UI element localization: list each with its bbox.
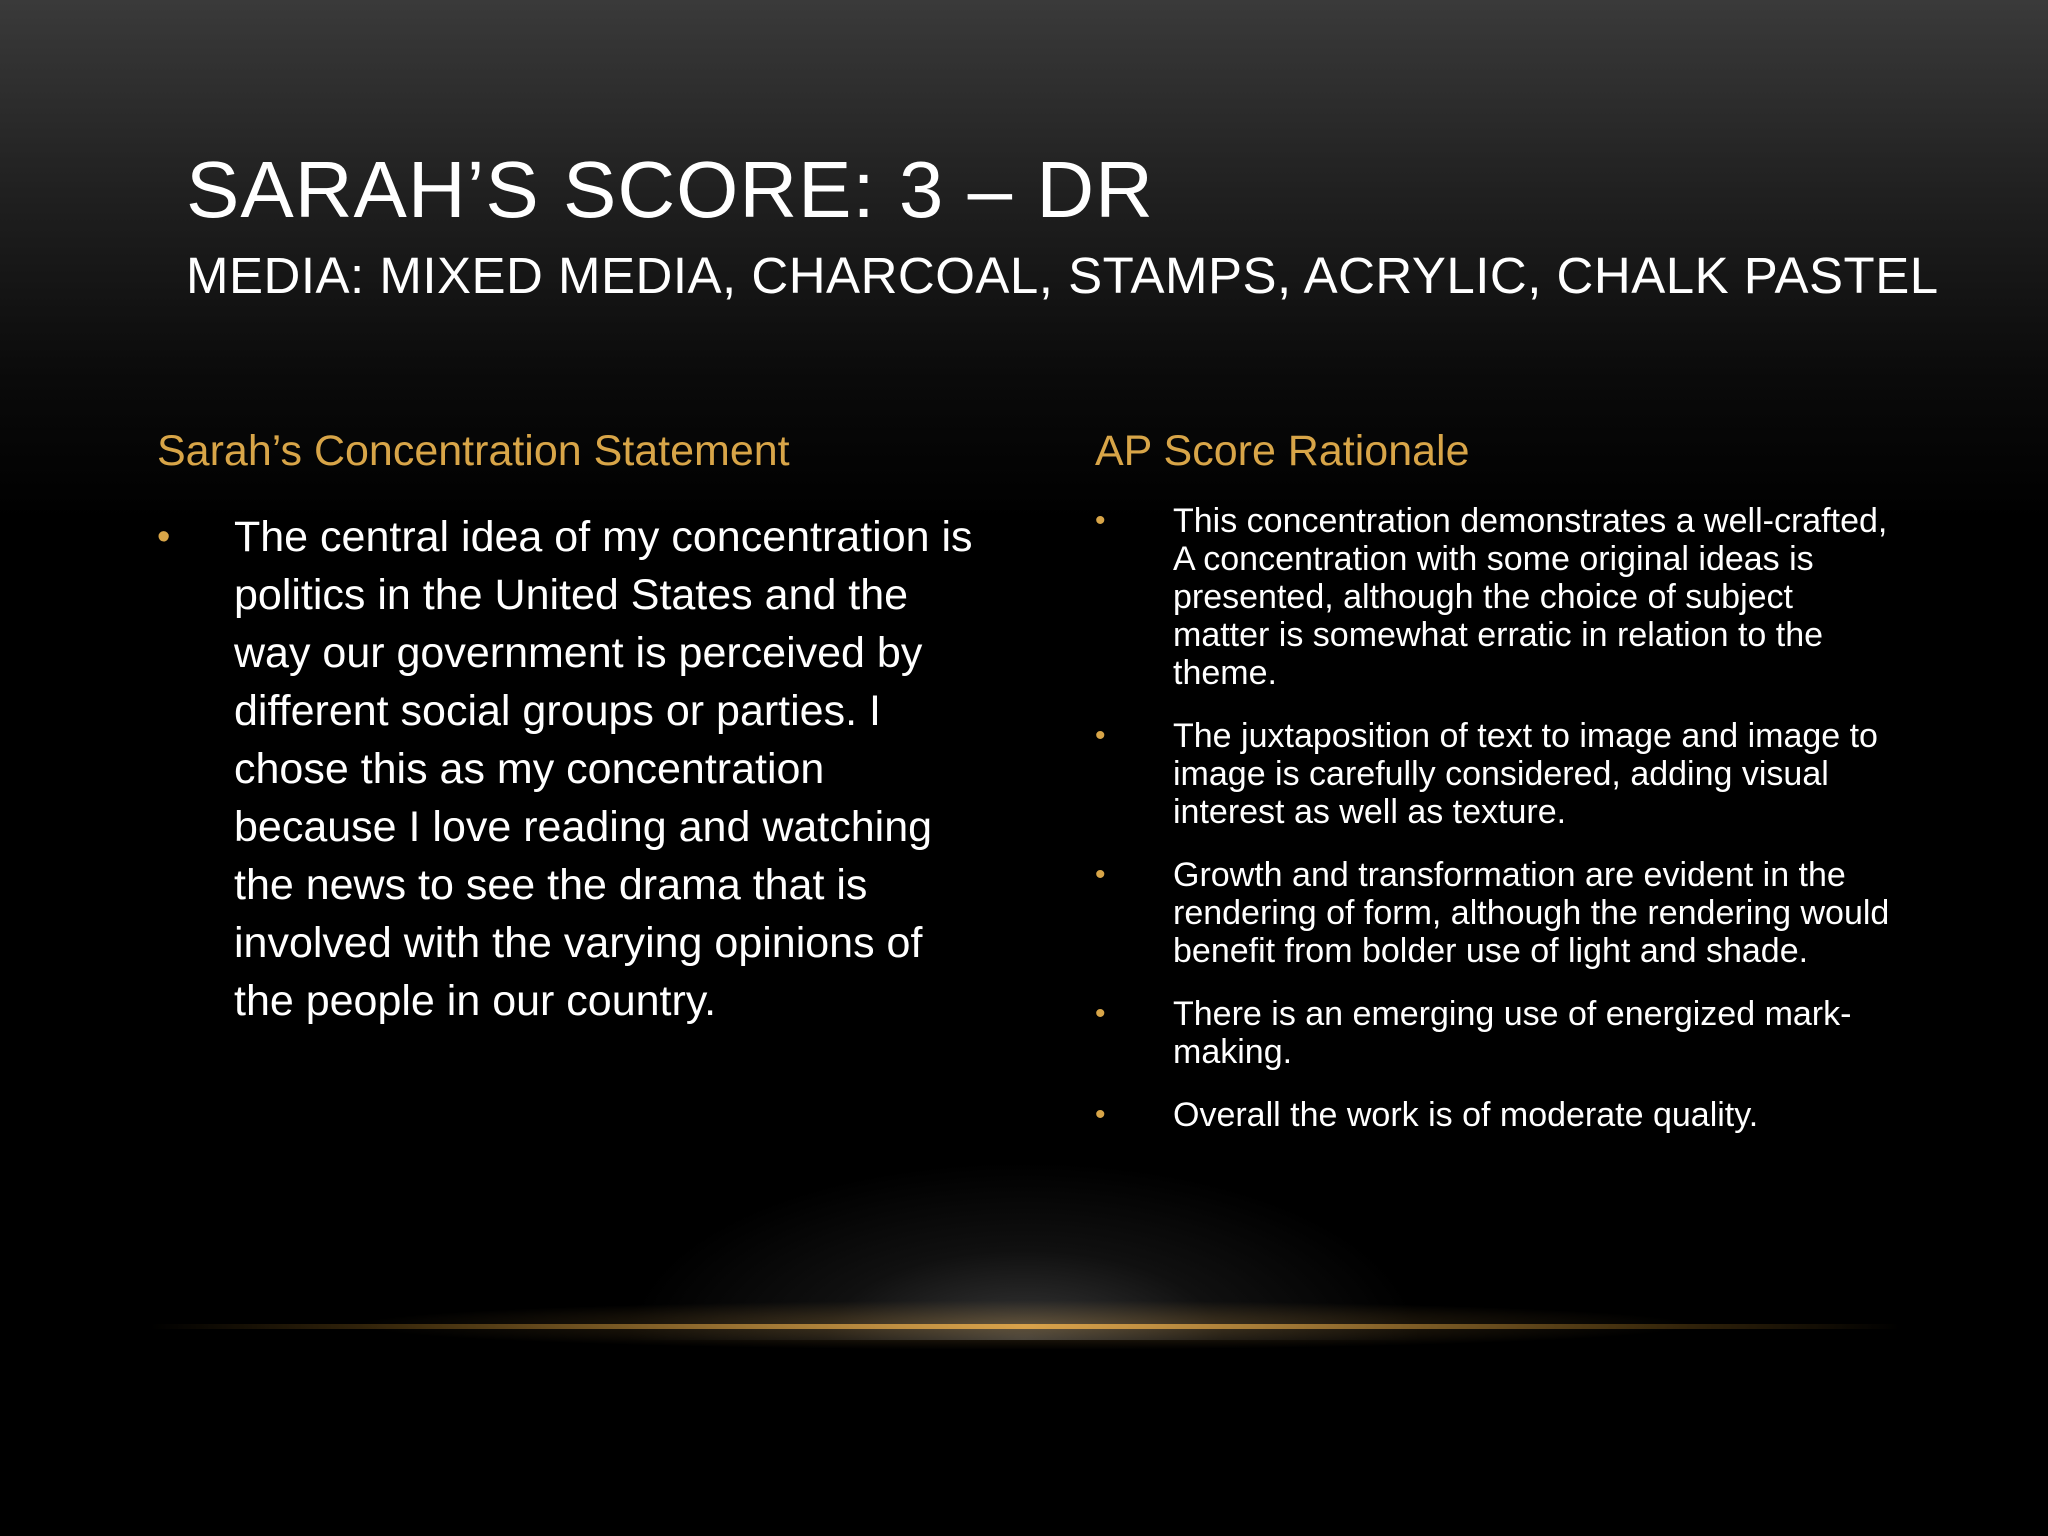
bullet-icon: • — [1095, 719, 1106, 752]
list-item — [1095, 1096, 1895, 1134]
bullet-icon: • — [1095, 504, 1106, 537]
list-item — [1095, 502, 1895, 692]
list-item-text: Growth and transformation are evident in the rendering of form, although the rendering would benefit from bolder use of light and shade. — [1173, 856, 1890, 970]
list-item — [1095, 856, 1895, 970]
score-rationale-list — [1095, 502, 1895, 1159]
list-item-text: Overall the work is of moderate quality. — [1173, 1096, 1759, 1134]
list-item-text: There is an emerging use of energized mark-making. — [1173, 995, 1852, 1071]
concentration-statement-heading: Sarah’s Concentration Statement — [157, 427, 790, 475]
bullet-icon: • — [157, 516, 171, 558]
list-item-text: The juxtaposition of text to image and image to image is carefully considered, adding visual interest as well as texture. — [1173, 717, 1878, 831]
list-item — [1095, 995, 1895, 1071]
list-item — [1095, 717, 1895, 831]
score-rationale-heading: AP Score Rationale — [1095, 427, 1470, 475]
gold-horizon-line — [150, 1324, 1900, 1329]
concentration-statement-list — [157, 508, 977, 1030]
list-item — [157, 508, 977, 1030]
bullet-icon: • — [1095, 997, 1106, 1030]
bullet-icon: • — [1095, 858, 1106, 891]
slide-title: SARAH’S SCORE: 3 – DR — [186, 145, 1154, 234]
bullet-icon: • — [1095, 1098, 1106, 1131]
list-item-text: This concentration demonstrates a well-crafted, A concentration with some original ideas is presented, although the choice of subject matter is somewhat erratic in relation to the theme. — [1173, 502, 1888, 692]
list-item-text: The central idea of my concentration is politics in the United States and the way our government is perceived by different social groups or parties. I chose this as my concentration because I love reading and watching the news to see the drama that is involved with the varying opinions of the people in our country. — [234, 513, 973, 1025]
slide-subtitle: MEDIA: MIXED MEDIA, CHARCOAL, STAMPS, ACRYLIC, CHALK PASTEL — [186, 247, 1939, 304]
